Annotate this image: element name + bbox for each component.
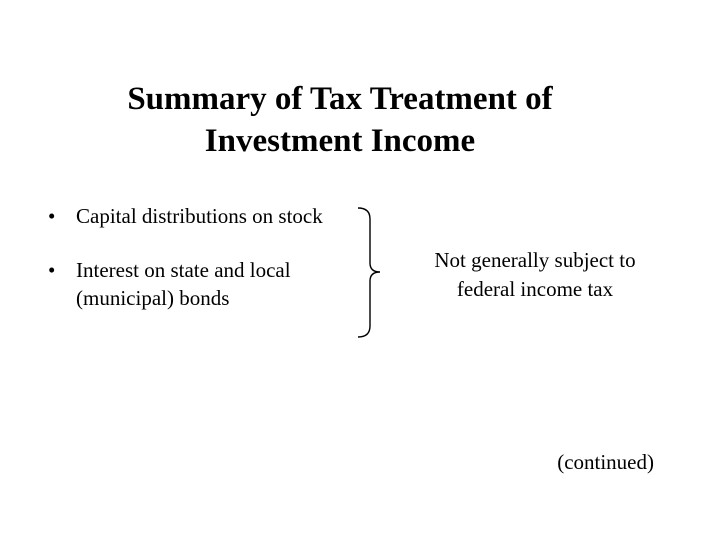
- title-line-1: Summary of Tax Treatment of: [127, 81, 553, 117]
- bullet-list: [48, 202, 348, 338]
- bullet-icon: •: [48, 204, 56, 228]
- grouped-note: Not generally subject to federal income tax: [434, 248, 636, 301]
- continued-label: (continued): [557, 450, 654, 474]
- bullet-icon: •: [48, 258, 56, 282]
- bullet-text: Interest on state and local (municipal) bonds: [76, 258, 291, 310]
- bullet-item-capital-distributions: [48, 202, 348, 230]
- slide-title: [40, 78, 640, 162]
- bullet-item-municipal-bonds: [48, 256, 348, 312]
- bullet-text: Capital distributions on stock: [76, 204, 323, 228]
- title-line-2: Investment Income: [204, 123, 476, 159]
- right-brace-icon: [352, 205, 392, 340]
